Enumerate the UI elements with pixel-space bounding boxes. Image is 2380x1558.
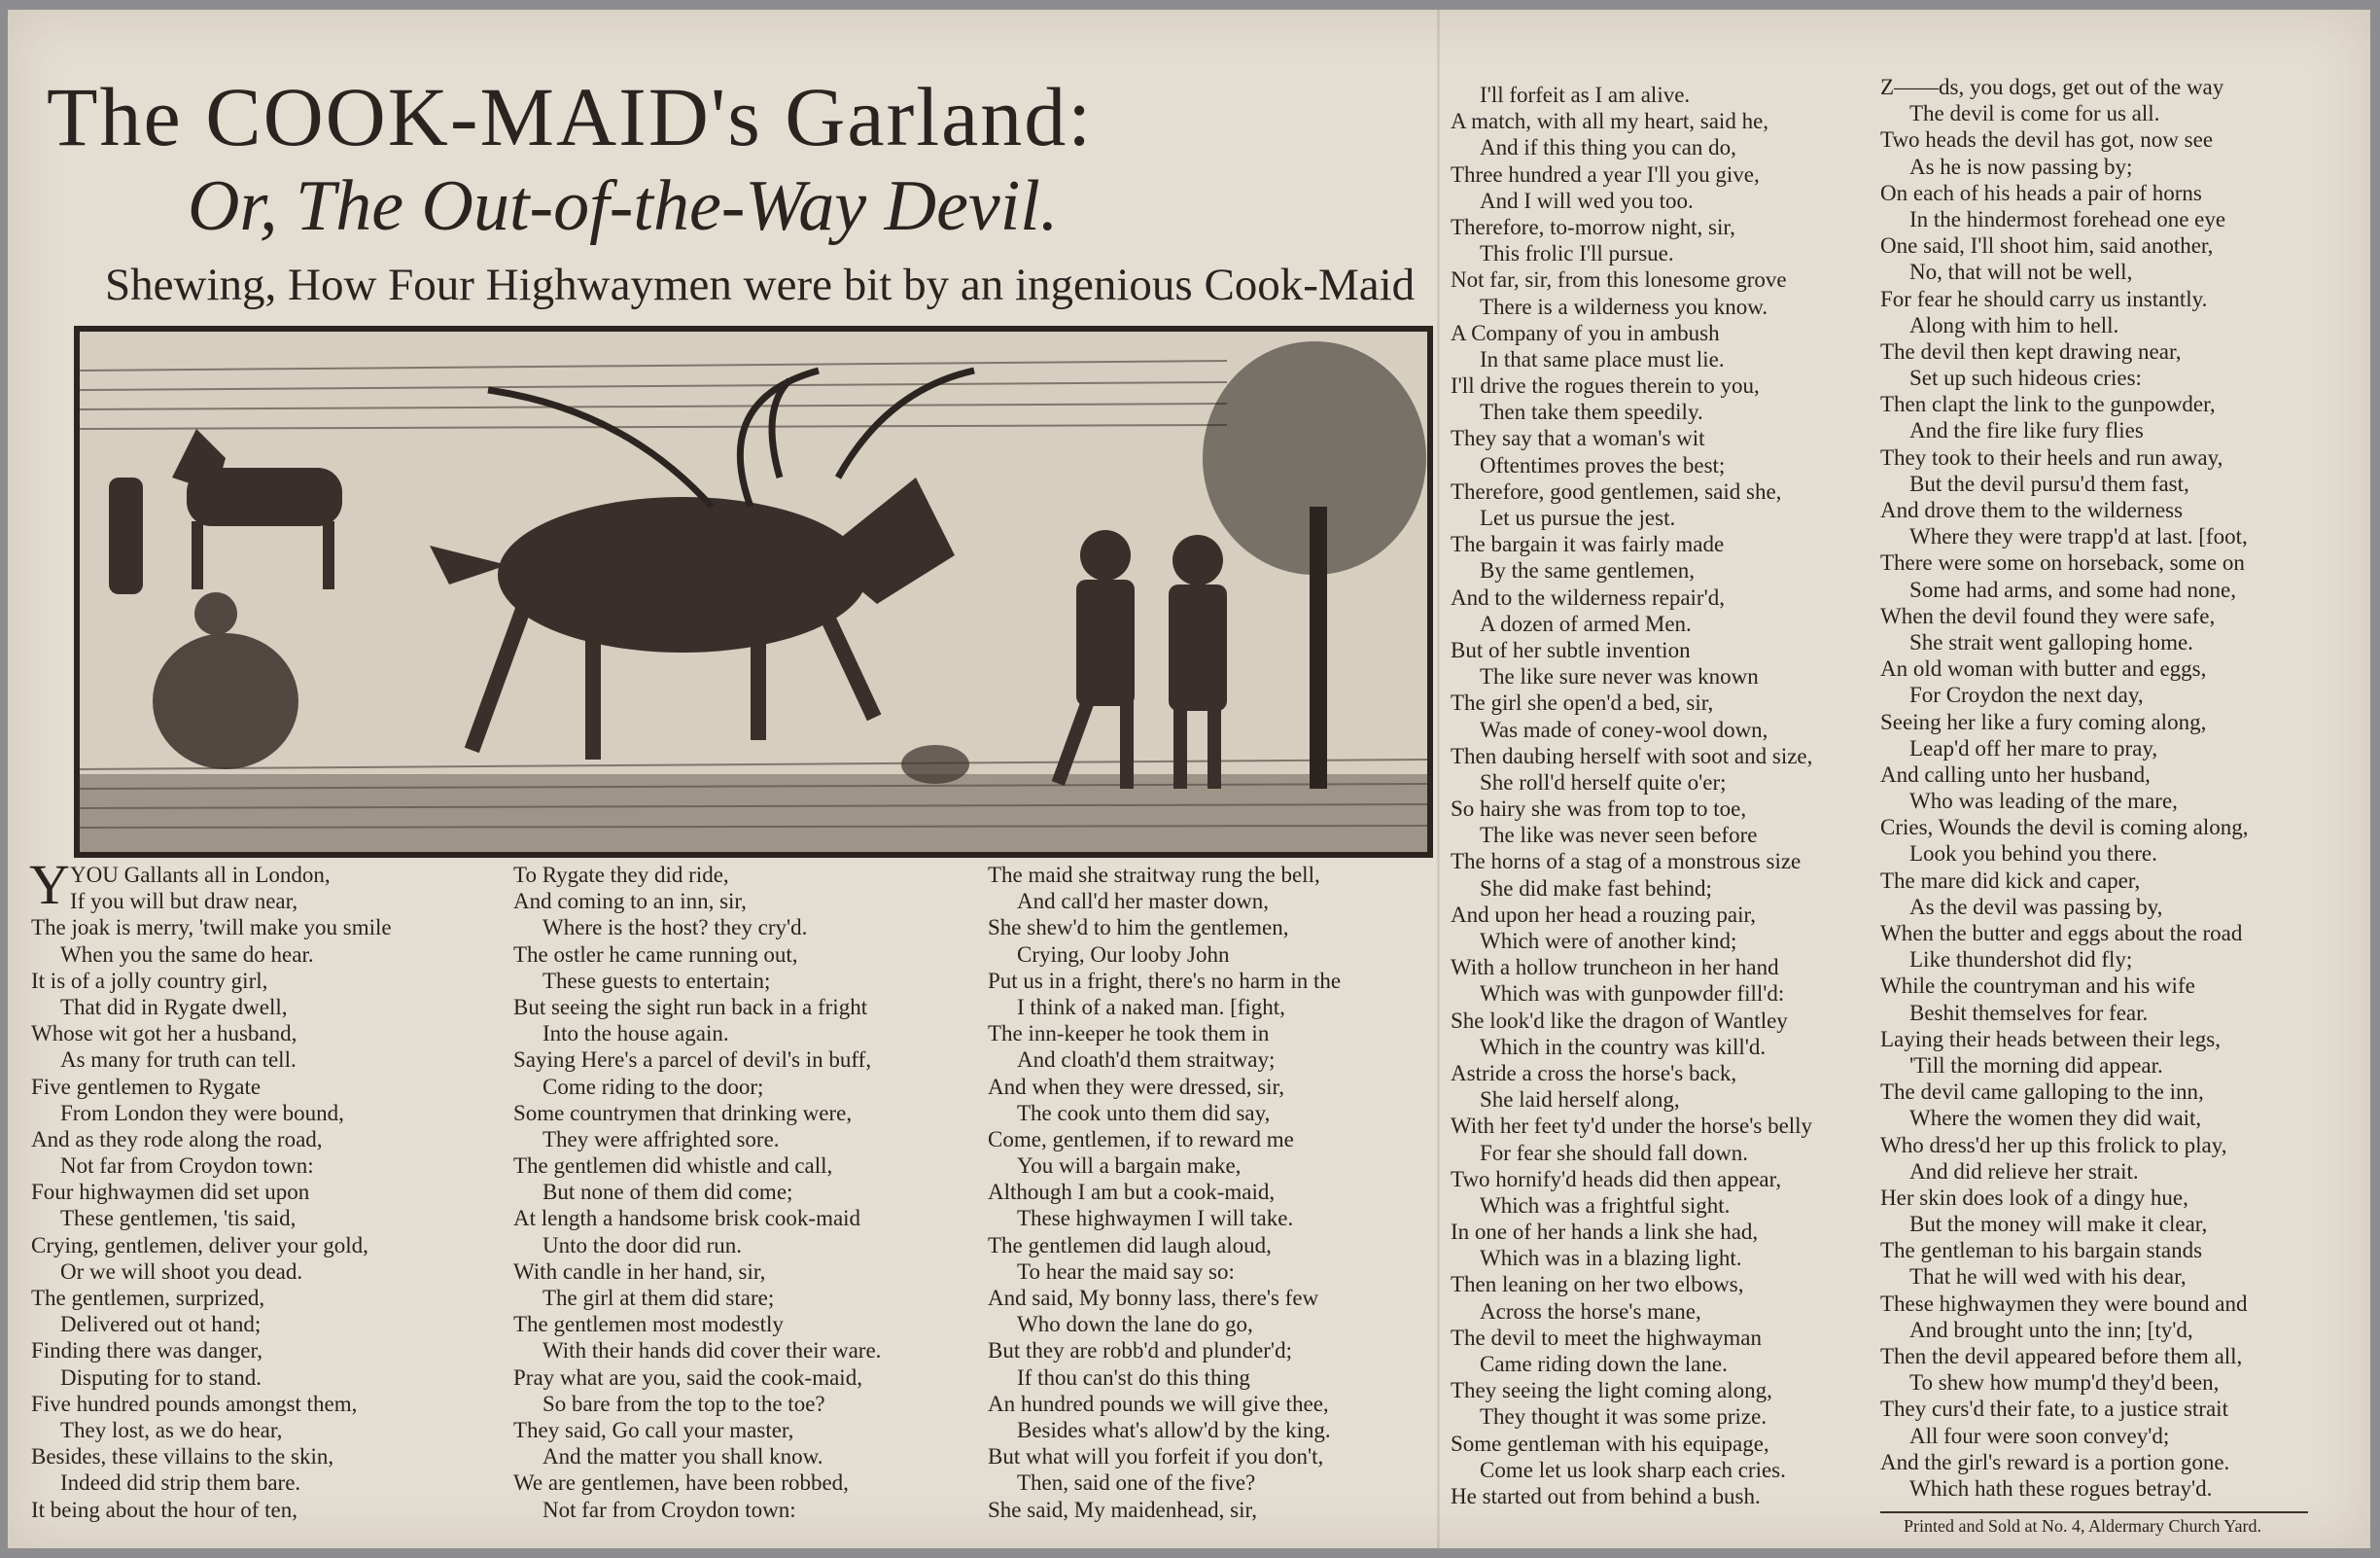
verse-line: But none of them did come;: [542, 1180, 793, 1205]
verse-line: I'll drive the rogues therein to you,: [1451, 373, 1760, 399]
verse-line: They curs'd their fate, to a justice strait: [1880, 1397, 2228, 1422]
verse-line: The devil is come for us all.: [1909, 101, 2160, 126]
verse-line: On each of his heads a pair of horns: [1880, 180, 2202, 205]
verse-line: Seeing her like a fury coming along,: [1880, 709, 2207, 734]
verse-line: Finding there was danger,: [31, 1338, 262, 1363]
verse-line: The gentlemen most modestly: [513, 1312, 784, 1337]
verse-line: So bare from the top to the toe?: [542, 1391, 825, 1416]
verse-line: Indeed did strip them bare.: [60, 1470, 301, 1496]
verse-line: A Company of you in ambush: [1451, 320, 1720, 345]
verse-line: Saying Here's a parcel of devil's in buff,: [513, 1047, 872, 1073]
verse-line: The joak is merry, 'twill make you smile: [31, 915, 392, 940]
verse-line: The gentlemen, surprized,: [31, 1286, 265, 1310]
verse-line: Leap'd off her mare to pray,: [1909, 735, 2158, 761]
title-line-3: Shewing, How Four Highwaymen were bit by an ingenious Cook-Maid: [105, 260, 1416, 310]
verse-line: An hundred pounds we will give thee,: [988, 1391, 1329, 1416]
verse-line: A match, with all my heart, said he,: [1451, 109, 1769, 134]
verse-line: And the matter you shall know.: [542, 1444, 823, 1469]
verse-line: As he is now passing by;: [1909, 154, 2133, 179]
verse-line: The like sure never was known: [1480, 664, 1759, 690]
verse-line: Pray what are you, said the cook-maid,: [513, 1364, 862, 1390]
verse-line: 'Till the morning did appear.: [1909, 1052, 2163, 1078]
verse-line: The mare did kick and caper,: [1880, 868, 2141, 893]
verse-line: He started out from behind a bush.: [1451, 1483, 1761, 1508]
verse-line: They seeing the light coming along,: [1451, 1378, 1772, 1403]
title-line-2: Or, The Out-of-the-Way Devil.: [188, 166, 1059, 246]
verse-line: These guests to entertain;: [542, 968, 771, 993]
verse-line: As many for truth can tell.: [60, 1047, 297, 1073]
verse-line: But the money will make it clear,: [1909, 1212, 2208, 1237]
verse-line: These highwaymen I will take.: [1017, 1206, 1294, 1231]
verse-line: From London they were bound,: [60, 1100, 344, 1125]
verse-line: That did in Rygate dwell,: [60, 994, 288, 1019]
verse-line: They took to their heels and run away,: [1880, 444, 2223, 470]
verse-line: The gentlemen did whistle and call,: [513, 1153, 833, 1179]
verse-line: She did make fast behind;: [1480, 875, 1712, 901]
verse-line: Unto the door did run.: [542, 1232, 743, 1257]
verse-line: The devil then kept drawing near,: [1880, 338, 2182, 364]
drop-capital: Y: [29, 853, 70, 916]
verse-line: With their hands did cover their ware.: [542, 1338, 882, 1363]
verse-line: The gentleman to his bargain stands: [1880, 1238, 2203, 1263]
verse-line: But seeing the sight run back in a fright: [513, 994, 868, 1019]
verse-line: She laid herself along,: [1480, 1087, 1680, 1113]
verse-line: And cloath'd them straitway;: [1017, 1047, 1276, 1073]
verse-line: This frolic I'll pursue.: [1480, 241, 1674, 266]
verse-line: Laying their heads between their legs,: [1880, 1026, 2221, 1051]
verse-line: And calling unto her husband,: [1880, 761, 2151, 787]
verse-line: Not far from Croydon town:: [60, 1153, 314, 1179]
verse-line: And upon her head a rouzing pair,: [1451, 902, 1756, 927]
verse-line: They said, Go call your master,: [513, 1417, 794, 1442]
verse-line: She shew'd to him the gentlemen,: [988, 915, 1289, 940]
verse-line: Crying, Our looby John: [1017, 941, 1230, 967]
verse-line: Across the horse's mane,: [1480, 1298, 1701, 1324]
verse-line: If thou can'st do this thing: [1017, 1364, 1250, 1390]
verse-line: Then, said one of the five?: [1017, 1470, 1256, 1496]
verse-line: The maid she straitway rung the bell,: [988, 863, 1320, 887]
verse-line: Which was in a blazing light.: [1480, 1246, 1742, 1271]
verse-line: But what will you forfeit if you don't,: [988, 1444, 1324, 1469]
verse-line: She said, My maidenhead, sir,: [988, 1497, 1257, 1522]
verse-line: At length a handsome brisk cook-maid: [513, 1206, 861, 1231]
woodcut-illustration: [74, 326, 1433, 858]
imprint-rule: [1880, 1511, 2308, 1513]
verse-line: For fear he should carry us instantly.: [1880, 286, 2208, 311]
verse-line: Then leaning on her two elbows,: [1451, 1272, 1744, 1297]
verse-line: And when they were dressed, sir,: [988, 1074, 1285, 1099]
verse-line: In the hindermost forehead one eye: [1909, 206, 2226, 231]
verse-line: Look you behind you there.: [1909, 841, 2157, 867]
verse-column-2: [513, 862, 881, 1523]
verse-line: It being about the hour of ten,: [31, 1497, 298, 1522]
verse-line: All four were soon convey'd;: [1909, 1423, 2170, 1448]
verse-line: With her feet ty'd under the horse's belly: [1451, 1114, 1813, 1139]
verse-line: Where the women they did wait,: [1909, 1106, 2202, 1131]
verse-line: Was made of coney-wool down,: [1480, 717, 1768, 742]
verse-line: They lost, as we do hear,: [60, 1417, 283, 1442]
verse-line: In that same place must lie.: [1480, 346, 1725, 372]
verse-line: There is a wilderness you know.: [1480, 294, 1768, 319]
verse-line: To hear the maid say so:: [1017, 1258, 1235, 1284]
verse-line: The gentlemen did laugh aloud,: [988, 1232, 1272, 1257]
verse-line: Not far, sir, from this lonesome grove: [1451, 267, 1787, 293]
verse-line: Four highwaymen did set upon: [31, 1180, 310, 1205]
verse-line: And coming to an inn, sir,: [513, 889, 747, 914]
verse-line: Into the house again.: [542, 1021, 729, 1046]
verse-line: While the countryman and his wife: [1880, 974, 2195, 999]
verse-line: Come, gentlemen, if to reward me: [988, 1126, 1294, 1151]
verse-line: When the butter and eggs about the road: [1880, 921, 2243, 945]
verse-line: If you will but draw near,: [70, 889, 298, 914]
verse-line: To shew how mump'd they'd been,: [1909, 1370, 2220, 1396]
verse-line: Two hornify'd heads did then appear,: [1451, 1166, 1782, 1191]
verse-line: The devil to meet the highwayman: [1451, 1325, 1762, 1350]
verse-line: Who down the lane do go,: [1017, 1312, 1253, 1337]
verse-line: Or we will shoot you dead.: [60, 1258, 303, 1284]
verse-line: Like thundershot did fly;: [1909, 947, 2133, 973]
verse-line: They were affrighted sore.: [542, 1126, 780, 1151]
verse-line: I'll forfeit as I am alive.: [1480, 83, 1691, 107]
verse-line: There were some on horseback, some on: [1880, 550, 2245, 576]
verse-line: Three hundred a year I'll you give,: [1451, 161, 1760, 187]
verse-line: And the fire like fury flies: [1909, 418, 2144, 443]
verse-line: The cook unto them did say,: [1017, 1100, 1271, 1125]
verse-line: And drove them to the wilderness: [1880, 498, 2184, 522]
verse-line: But the devil pursu'd them fast,: [1909, 471, 2189, 496]
verse-line: Then take them speedily.: [1480, 400, 1703, 425]
verse-line: And I will wed you too.: [1480, 188, 1694, 213]
verse-line: They thought it was some prize.: [1480, 1404, 1768, 1430]
verse-line: Let us pursue the jest.: [1480, 506, 1676, 530]
verse-line: The horns of a stag of a monstrous size: [1451, 849, 1802, 874]
verse-line: These highwaymen they were bound and: [1880, 1291, 2248, 1316]
verse-line: The like was never seen before: [1480, 823, 1758, 848]
verse-line: The bargain it was fairly made: [1451, 532, 1725, 557]
verse-line: Not far from Croydon town:: [542, 1497, 796, 1522]
verse-line: Which in the country was kill'd.: [1480, 1034, 1767, 1059]
verse-line: Which was a frightful sight.: [1480, 1192, 1731, 1218]
verse-line: Two heads the devil has got, now see: [1880, 127, 2214, 153]
verse-line: Come let us look sharp each cries.: [1480, 1457, 1786, 1482]
verse-line: Where they were trapp'd at last. [foot,: [1909, 524, 2248, 549]
verse-line: For Croydon the next day,: [1909, 683, 2144, 708]
verse-line: Therefore, good gentlemen, said she,: [1451, 478, 1782, 504]
verse-line: Astride a cross the horse's back,: [1451, 1060, 1737, 1085]
verse-line: And as they rode along the road,: [31, 1126, 323, 1151]
paper-fold: [1437, 10, 1440, 1548]
verse-line: She strait went galloping home.: [1909, 629, 2193, 655]
verse-line: That he will wed with his dear,: [1909, 1264, 2187, 1290]
verse-line: Cries, Wounds the devil is coming along,: [1880, 815, 2249, 840]
verse-line: In one of her hands a link she had,: [1451, 1220, 1759, 1245]
verse-line: I think of a naked man. [fight,: [1017, 994, 1285, 1019]
verse-line: The girl at them did stare;: [542, 1286, 775, 1310]
verse-line: When you the same do hear.: [60, 941, 314, 967]
verse-line: But they are robb'd and plunder'd;: [988, 1338, 1292, 1363]
verse-line: One said, I'll shoot him, said another,: [1880, 233, 2214, 259]
verse-line: You will a bargain make,: [1017, 1153, 1242, 1179]
verse-line: Which was with gunpowder fill'd:: [1480, 981, 1785, 1007]
verse-line: Five gentlemen to Rygate: [31, 1074, 262, 1099]
verse-line: For fear she should fall down.: [1480, 1140, 1748, 1165]
verse-line: The girl she open'd a bed, sir,: [1451, 690, 1714, 716]
verse-line: By the same gentlemen,: [1480, 558, 1695, 584]
verse-column-1: [31, 862, 392, 1523]
verse-line: And call'd her master down,: [1017, 889, 1269, 914]
verse-line: These gentlemen, 'tis said,: [60, 1206, 297, 1231]
verse-line: Which were of another kind;: [1480, 929, 1737, 953]
verse-line: Delivered out ot hand;: [60, 1312, 262, 1337]
verse-line: With a hollow truncheon in her hand: [1451, 955, 1779, 980]
verse-line: We are gentlemen, have been robbed,: [513, 1470, 849, 1496]
verse-line: And brought unto the inn; [ty'd,: [1909, 1317, 2193, 1342]
verse-line: So hairy she was from top to toe,: [1451, 797, 1747, 822]
verse-line: Her skin does look of a dingy hue,: [1880, 1185, 2188, 1210]
verse-line: Set up such hideous cries:: [1909, 366, 2142, 391]
verse-line: To Rygate they did ride,: [513, 863, 729, 887]
imprint-line: Printed and Sold at No. 4, Aldermary Church Yard.: [1904, 1516, 2261, 1536]
verse-line: Then the devil appeared before them all,: [1880, 1344, 2243, 1368]
verse-column-5: [1880, 74, 2248, 1502]
verse-line: Put us in a fright, there's no harm in the: [988, 968, 1342, 993]
verse-line: Which hath these rogues betray'd.: [1909, 1475, 2213, 1501]
verse-line: Some had arms, and some had none,: [1909, 577, 2236, 602]
verse-line: The inn-keeper he took them in: [988, 1021, 1270, 1046]
verse-line: When the devil found they were safe,: [1880, 603, 2216, 628]
verse-line: Whose wit got her a husband,: [31, 1021, 298, 1046]
verse-line: But of her subtle invention: [1451, 637, 1691, 662]
verse-column-3: [988, 862, 1341, 1523]
verse-line: Then daubing herself with soot and size,: [1451, 743, 1813, 768]
verse-line: Where is the host? they cry'd.: [542, 915, 808, 940]
verse-line: As the devil was passing by,: [1909, 894, 2163, 919]
verse-line: And if this thing you can do,: [1480, 135, 1736, 160]
verse-line: Crying, gentlemen, deliver your gold,: [31, 1232, 368, 1257]
verse-line: The devil came galloping to the inn,: [1880, 1080, 2204, 1105]
verse-line: Therefore, to-morrow night, sir,: [1451, 214, 1735, 239]
verse-line: Oftentimes proves the best;: [1480, 452, 1726, 478]
verse-line: Besides, these villains to the skin,: [31, 1444, 334, 1469]
verse-line: Came riding down the lane.: [1480, 1352, 1728, 1376]
verse-column-4: [1451, 82, 1812, 1509]
verse-line: Some countrymen that drinking were,: [513, 1100, 853, 1125]
woodcut-image: [80, 332, 1427, 852]
verse-line: Along with him to hell.: [1909, 312, 2119, 337]
verse-line: And the girl's reward is a portion gone.: [1880, 1449, 2230, 1474]
verse-line: It is of a jolly country girl,: [31, 968, 268, 993]
verse-line: Besides what's allow'd by the king.: [1017, 1417, 1331, 1442]
verse-line: Who dress'd her up this frolick to play,: [1880, 1132, 2227, 1157]
verse-line: They say that a woman's wit: [1451, 426, 1705, 451]
verse-line: She roll'd herself quite o'er;: [1480, 769, 1727, 795]
verse-line: Beshit themselves for fear.: [1909, 1000, 2149, 1025]
verse-line: Z——ds, you dogs, get out of the way: [1880, 75, 2224, 99]
verse-line: With candle in her hand, sir,: [513, 1258, 766, 1284]
verse-line: No, that will not be well,: [1909, 260, 2133, 285]
verse-line: Five hundred pounds amongst them,: [31, 1391, 358, 1416]
verse-line: Come riding to the door;: [542, 1074, 764, 1099]
verse-line: Then clapt the link to the gunpowder,: [1880, 392, 2216, 417]
verse-line: And to the wilderness repair'd,: [1451, 584, 1725, 610]
broadside-sheet: [8, 10, 2370, 1548]
verse-line: YOU Gallants all in London,: [70, 863, 331, 887]
verse-line: She look'd like the dragon of Wantley: [1451, 1008, 1788, 1033]
verse-line: Although I am but a cook-maid,: [988, 1180, 1276, 1205]
title-line-1: The COOK-MAID's Garland:: [47, 70, 1094, 163]
verse-line: And said, My bonny lass, there's few: [988, 1286, 1319, 1310]
verse-line: A dozen of armed Men.: [1480, 611, 1692, 636]
verse-line: Who was leading of the mare,: [1909, 789, 2178, 814]
verse-line: An old woman with butter and eggs,: [1880, 656, 2207, 682]
verse-line: The ostler he came running out,: [513, 941, 798, 967]
verse-line: Disputing for to stand.: [60, 1364, 262, 1390]
verse-line: And did relieve her strait.: [1909, 1158, 2139, 1184]
verse-line: Some gentleman with his equipage,: [1451, 1431, 1769, 1456]
